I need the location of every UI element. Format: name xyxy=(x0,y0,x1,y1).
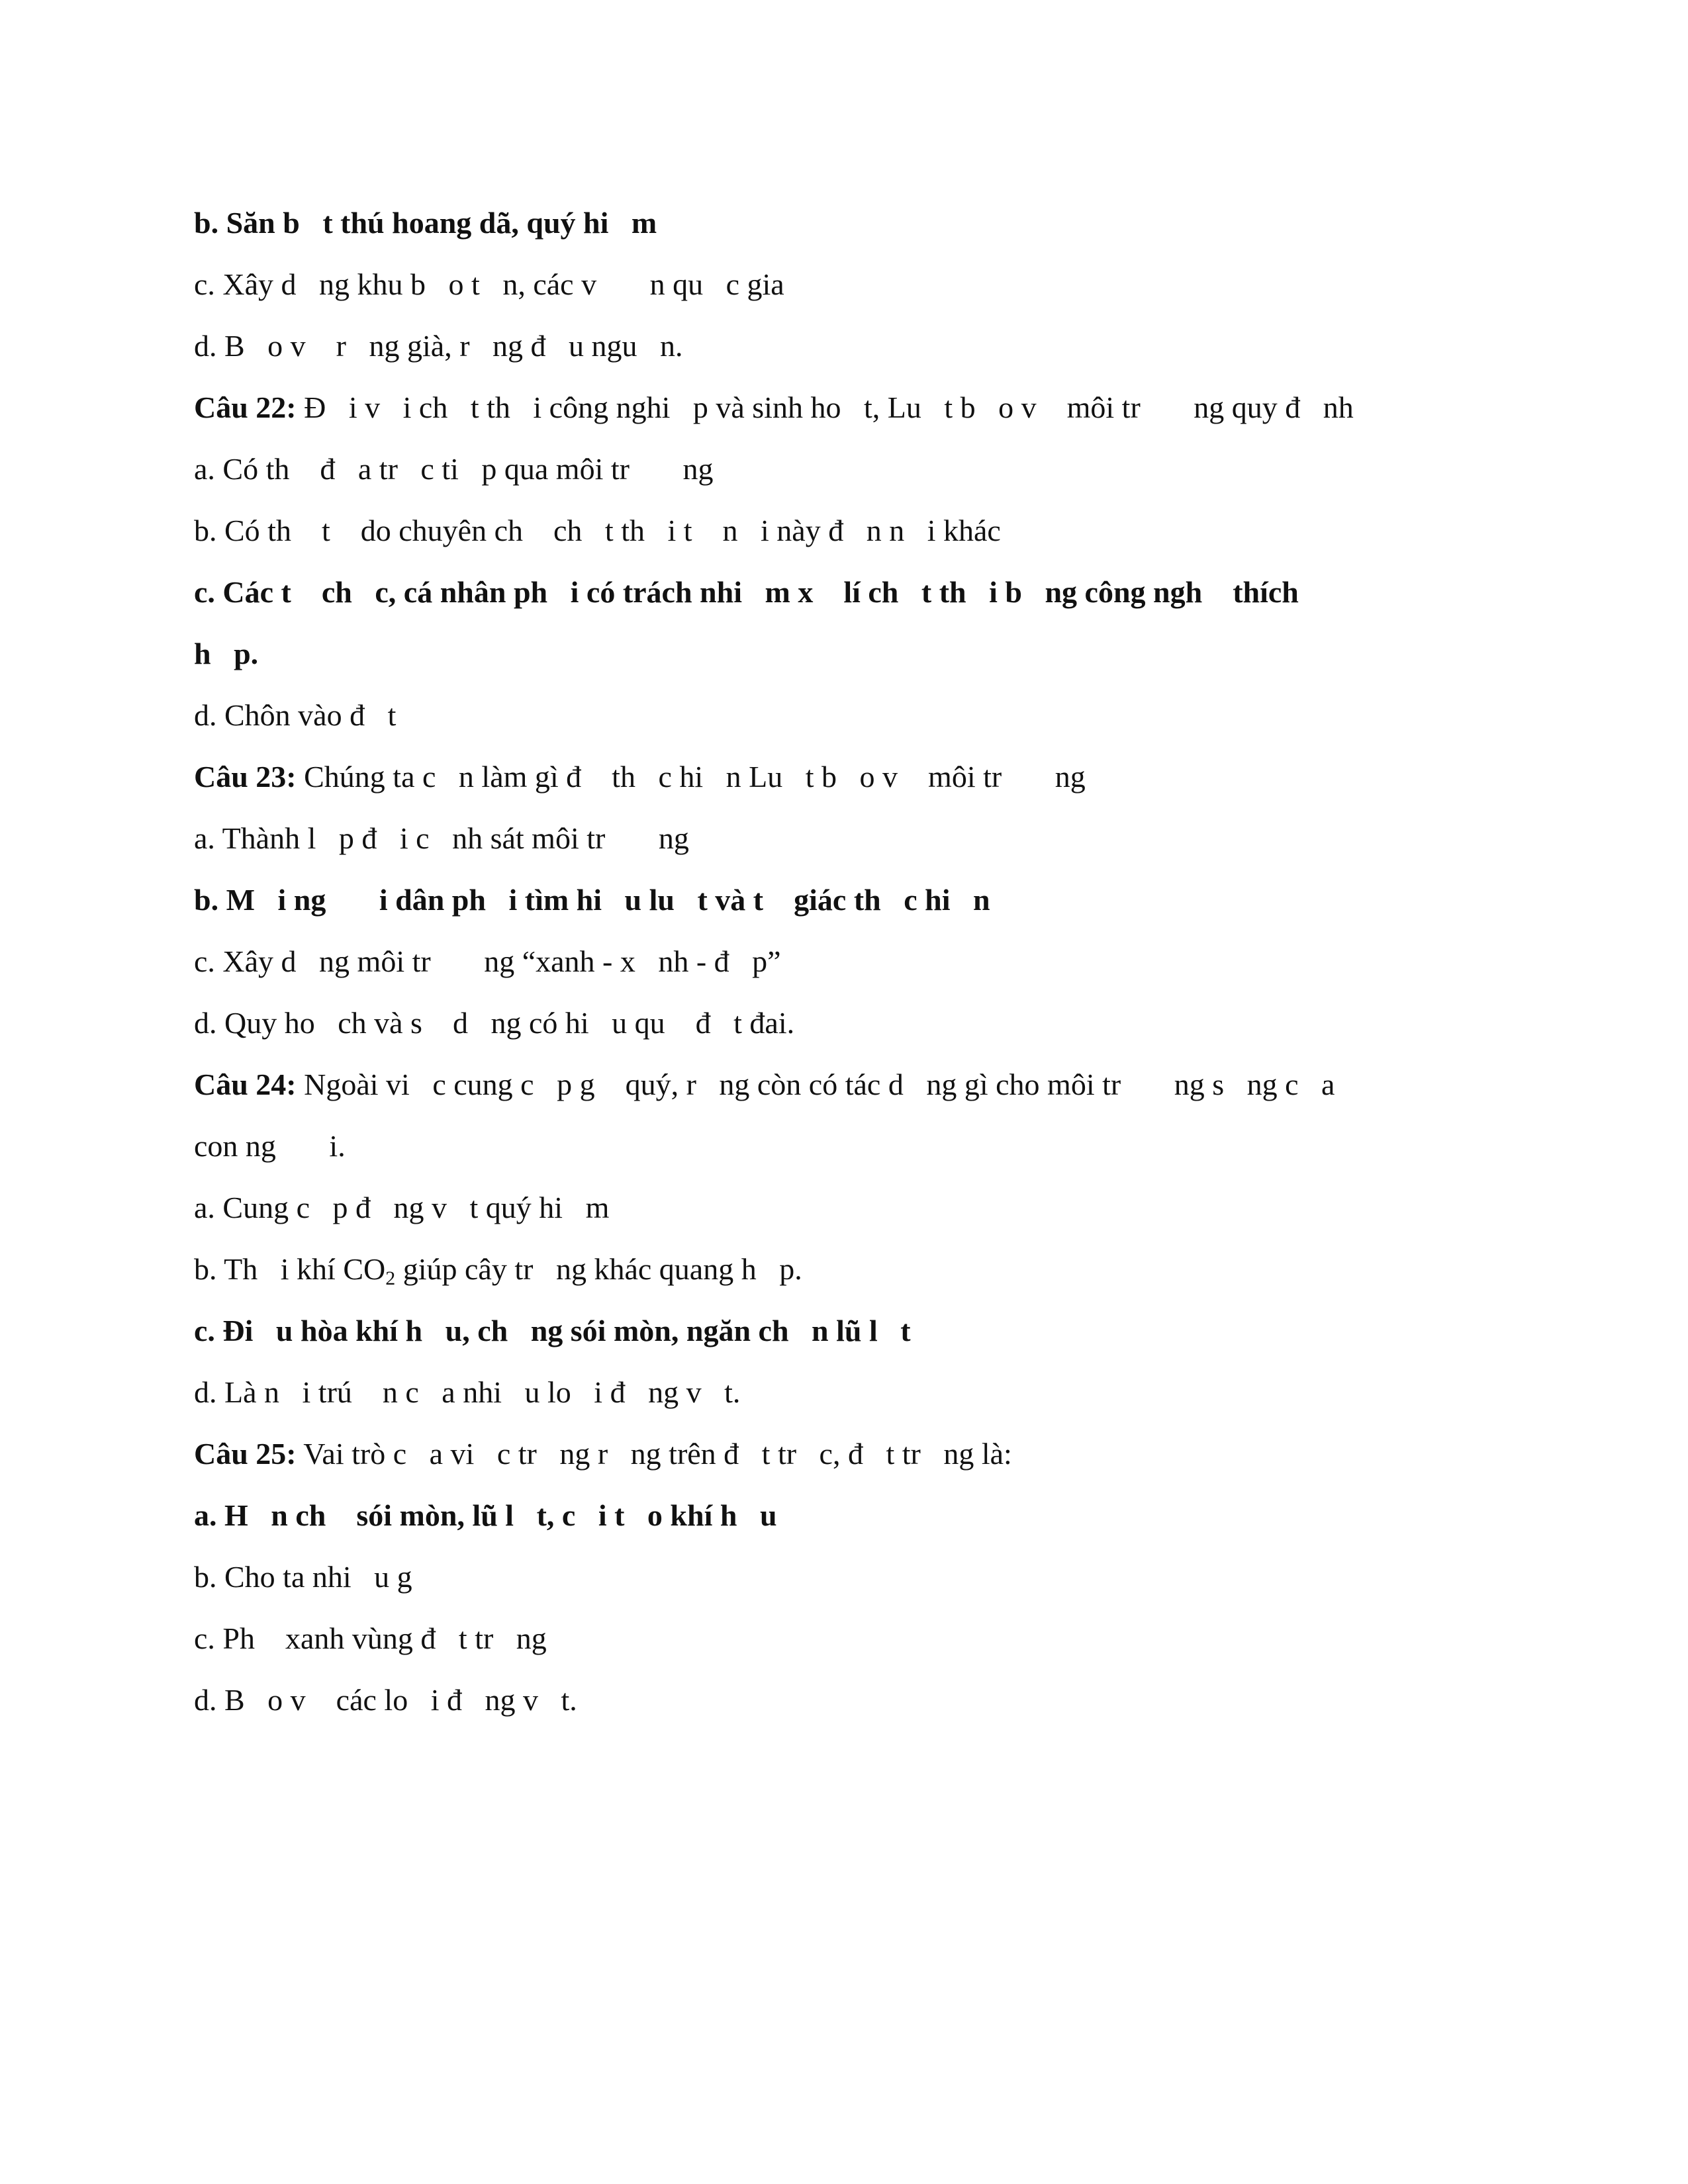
answer-option-25a: a. H n ch sói mòn, lũ l t, c i t o khí h u xyxy=(194,1498,777,1532)
answer-option-23b: b. M i ng i dân ph i tìm hi u lu t và t giác th c hi n xyxy=(194,883,990,917)
question-23 xyxy=(194,746,1505,807)
answer-option-25b: b. Cho ta nhi u g xyxy=(194,1560,412,1594)
question-24 xyxy=(194,1054,1505,1115)
question-label: Câu 22: xyxy=(194,390,297,424)
question-24-continued: con ng i. xyxy=(194,1129,346,1163)
answer-option-23a: a. Thành l p đ i c nh sát môi tr ng xyxy=(194,821,689,855)
answer-option-21c: c. Xây d ng khu b o t n, các v n qu c gia xyxy=(194,267,784,301)
answer-option-21d: d. B o v r ng già, r ng đ u ngu n. xyxy=(194,329,683,363)
question-25 xyxy=(194,1423,1505,1484)
quiz-content xyxy=(194,192,1505,1731)
answer-option-22d: d. Chôn vào đ t xyxy=(194,698,397,732)
answer-option-25c: c. Ph xanh vùng đ t tr ng xyxy=(194,1621,547,1655)
question-text: Ngoài vi c cung c p g quý, r ng còn có tác d ng gì cho môi tr ng s ng c a xyxy=(296,1068,1335,1101)
answer-option-24a: a. Cung c p đ ng v t quý hi m xyxy=(194,1191,610,1224)
answer-option-23d: d. Quy ho ch và s d ng có hi u qu đ t đai. xyxy=(194,1006,795,1040)
question-text: Chúng ta c n làm gì đ th c hi n Lu t b o v môi tr ng xyxy=(296,760,1086,794)
question-22 xyxy=(194,377,1505,438)
answer-option-24b: b. Th i khí $CO_2$ giúp cây tr ng khác quang h p. xyxy=(194,1252,802,1289)
question-label: Câu 25: xyxy=(194,1437,297,1471)
answer-option-22c: c. Các t ch c, cá nhân ph i có trách nhi m x lí ch t th i b ng công ngh thích xyxy=(194,575,1299,609)
question-label: Câu 23: xyxy=(194,760,297,794)
question-label: Câu 24: xyxy=(194,1068,297,1101)
answer-option-22a: a. Có th đ a tr c ti p qua môi tr ng xyxy=(194,452,714,486)
answer-option-24d: d. Là n i trú n c a nhi u lo i đ ng v t. xyxy=(194,1375,741,1409)
subscript: 2 xyxy=(385,1267,396,1289)
question-text: Vai trò c a vi c tr ng r ng trên đ t tr c, đ t tr ng là: xyxy=(296,1437,1012,1471)
answer-option-21b: b. Săn b t thú hoang dã, quý hi m xyxy=(194,206,657,240)
answer-option-24c: c. Đi u hòa khí h u, ch ng sói mòn, ngăn ch n lũ l t xyxy=(194,1314,911,1347)
answer-option-22c-continued: h p. xyxy=(194,637,259,670)
answer-option-25d: d. B o v các lo i đ ng v t. xyxy=(194,1683,577,1717)
question-text: Đ i v i ch t th i công nghi p và sinh ho t, Lu t b o v môi tr ng quy đ nh xyxy=(296,390,1354,424)
answer-option-22b: b. Có th t do chuyên ch ch t th i t n i này đ n n i khác xyxy=(194,514,1001,547)
answer-option-23c: c. Xây d ng môi tr ng “xanh - x nh - đ p” xyxy=(194,944,781,978)
